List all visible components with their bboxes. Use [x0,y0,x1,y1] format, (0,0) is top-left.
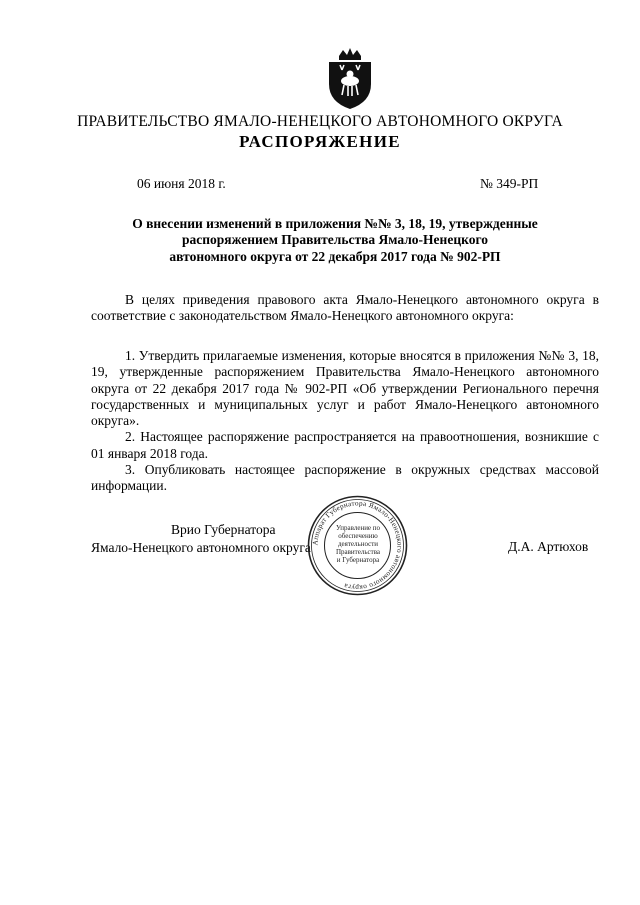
official-stamp-icon [306,494,409,597]
item-1: 1. Утвердить прилагаемые изменения, которые вносятся в приложения №№ 3, 18, 19, утвержденные распоряжением Правительства Ямало-Ненецкого автономного округа от 22 декабря 2017 года № 902-РП «Об утверждении Регионального перечня государственных и муниципальных услуг и работ Ямало-Ненецкого автономного округа». [91,348,599,429]
svg-text:Управление по: Управление по [335,524,381,532]
organization-name: ПРАВИТЕЛЬСТВО ЯМАЛО-НЕНЕЦКОГО АВТОНОМНОГО ОКРУГА [77,113,563,130]
subject-line: О внесении изменений в приложения №№ 3, 18, 19, утвержденные [132,216,538,231]
document-date: 06 июня 2018 г. [137,176,226,191]
intro-paragraph [91,292,599,325]
item-2: 2. Настоящее распоряжение распространяется на правоотношения, возникшие с 01 января 2018 года. [91,429,599,461]
document-type: РАСПОРЯЖЕНИЕ [239,132,401,151]
svg-text:обеспечению: обеспечению [338,532,378,540]
svg-text:и Губернатора: и Губернатора [336,556,380,564]
ordered-items [91,348,599,495]
item-3: 3. Опубликовать настоящее распоряжение в окружных средствах массовой информации. [91,462,599,494]
intro-text: В целях приведения правового акта Ямало-Ненецкого автономного округа в соответствие с законодательством Ямало-Ненецкого автономного округа: [91,292,599,324]
svg-text:деятельности: деятельности [337,540,379,548]
subject-line: распоряжением Правительства Ямало-Ненецкого [182,232,488,248]
svg-text:Аппарат Губернатора Ямало-Нене: Аппарат Губернатора Ямало-Ненецкого автономного округа [311,499,404,592]
coat-of-arms-icon [325,48,375,110]
signatory-title [91,521,331,557]
signatory-name: Д.А. Артюхов [508,539,589,554]
document-subject [95,216,575,265]
subject-line: автономного округа от 22 декабря 2017 года № 902-РП [169,248,501,264]
signatory-title-line2: Ямало-Ненецкого автономного округа [91,540,311,555]
signatory-title-line1: Врио Губернатора [171,522,276,537]
document-number: № 349-РП [480,176,539,191]
svg-text:Правительства: Правительства [335,548,381,556]
